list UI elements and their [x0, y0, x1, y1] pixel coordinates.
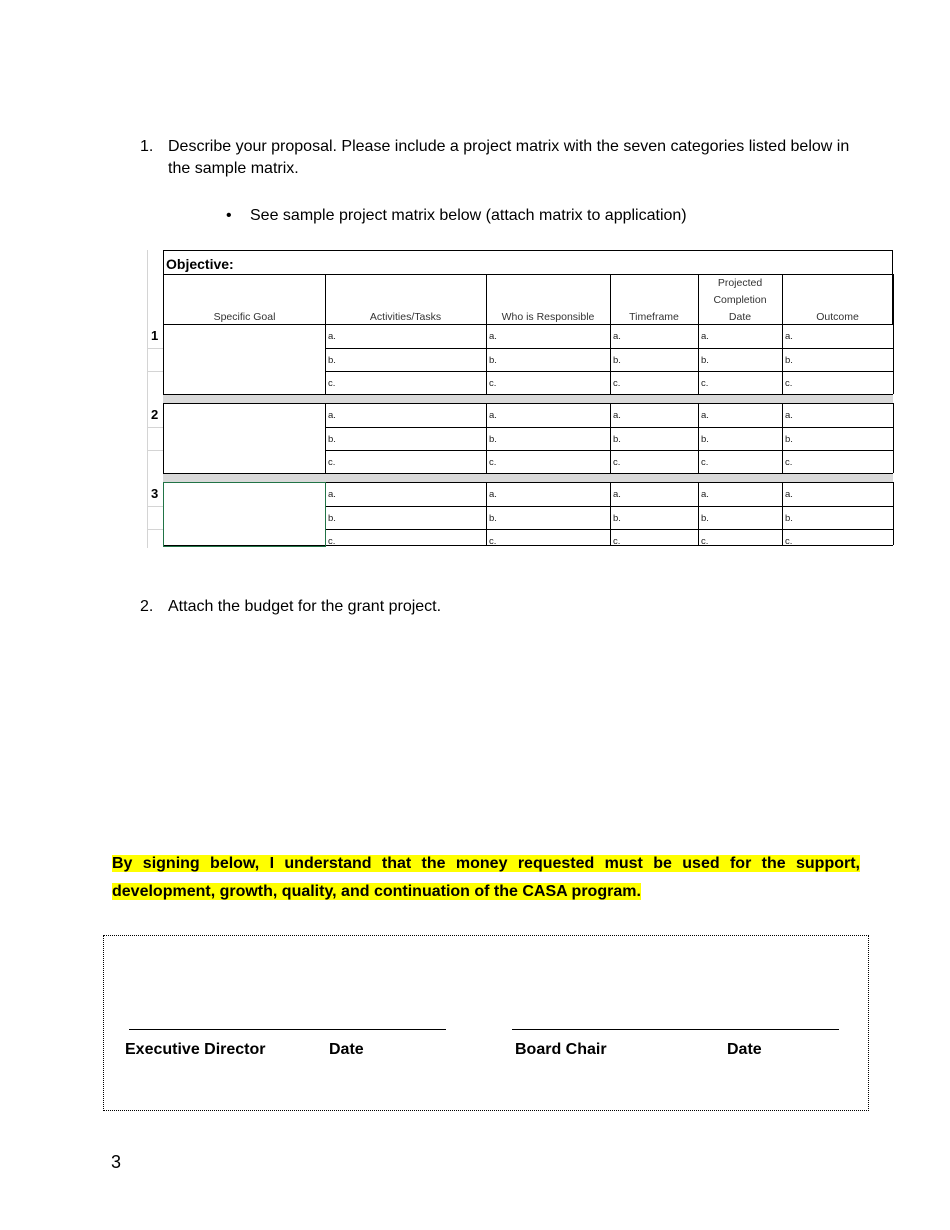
- date-label-left: Date: [329, 1041, 364, 1058]
- matrix-sub-label: b.: [613, 434, 621, 445]
- matrix-left-border-top: [163, 250, 164, 274]
- col-line: [782, 482, 783, 545]
- header-col-line: [782, 274, 783, 324]
- col-line: [893, 403, 894, 473]
- matrix-sub-label: b.: [489, 513, 497, 524]
- matrix-sub-label: a.: [613, 489, 621, 500]
- matrix-sub-label: a.: [785, 410, 793, 421]
- col-line: [893, 324, 894, 394]
- matrix-sub-label: a.: [701, 331, 709, 342]
- matrix-sub-label: b.: [328, 355, 336, 366]
- signing-notice-text: By signing below, I understand that the money requested must be used for the support, development, growth, quality, and continuation of the CASA program.: [112, 855, 860, 900]
- question-1-text: Describe your proposal. Please include a project matrix with the seven categories listed below in the sample matrix.: [168, 138, 850, 177]
- subrow-line: [325, 529, 893, 530]
- group-top-border: [163, 403, 893, 404]
- matrix-sub-label: b.: [328, 513, 336, 524]
- matrix-sub-label: c.: [328, 536, 336, 547]
- subrow-line: [325, 371, 893, 372]
- matrix-sub-label: c.: [489, 536, 497, 547]
- question-1-number: 1.: [140, 138, 154, 155]
- gutter-line: [147, 427, 163, 428]
- gutter-line: [147, 450, 163, 451]
- question-2-number: 2.: [140, 598, 154, 615]
- matrix-sub-label: c.: [785, 378, 793, 389]
- group-separator: [163, 474, 893, 482]
- matrix-sub-label: b.: [489, 355, 497, 366]
- subrow-line: [325, 450, 893, 451]
- matrix-sub-label: a.: [701, 410, 709, 421]
- header-col-line: [486, 274, 487, 324]
- matrix-sub-label: a.: [785, 489, 793, 500]
- matrix-sub-label: b.: [489, 434, 497, 445]
- matrix-sub-label: b.: [785, 513, 793, 524]
- col-line: [698, 324, 699, 394]
- signature-line-left: [129, 1029, 446, 1030]
- matrix-sub-label: b.: [785, 434, 793, 445]
- matrix-sub-label: a.: [701, 489, 709, 500]
- header-activities: Activities/Tasks: [369, 311, 442, 323]
- header-projected-line3: Date: [728, 311, 752, 323]
- col-line: [698, 403, 699, 473]
- col-line: [610, 324, 611, 394]
- date-label-right: Date: [727, 1041, 762, 1058]
- col-line: [163, 324, 164, 394]
- col-line: [163, 403, 164, 473]
- objective-label: Objective:: [166, 256, 234, 272]
- col-line: [486, 482, 487, 545]
- matrix-sub-label: b.: [701, 434, 709, 445]
- col-line: [325, 324, 326, 394]
- matrix-sub-label: c.: [613, 378, 621, 389]
- matrix-sub-label: a.: [328, 489, 336, 500]
- group-separator: [163, 395, 893, 403]
- row-number: 3: [151, 486, 159, 501]
- header-col-line: [163, 274, 164, 324]
- bullet-icon: •: [226, 207, 232, 224]
- subrow-line: [325, 427, 893, 428]
- matrix-sub-label: c.: [328, 378, 336, 389]
- gutter-line: [147, 348, 163, 349]
- bullet-item: [226, 205, 687, 227]
- col-line: [893, 482, 894, 545]
- matrix-sub-label: c.: [613, 536, 621, 547]
- col-line: [782, 403, 783, 473]
- col-line: [486, 403, 487, 473]
- col-line: [782, 324, 783, 394]
- executive-director-label: Executive Director: [125, 1041, 266, 1058]
- gutter-line: [147, 371, 163, 372]
- row-number: 1: [151, 328, 159, 343]
- objective-row-border: [163, 274, 893, 275]
- matrix-sub-label: a.: [613, 331, 621, 342]
- matrix-sub-label: a.: [613, 410, 621, 421]
- matrix-sub-label: c.: [701, 378, 709, 389]
- bullet-text: See sample project matrix below (attach matrix to application): [250, 207, 687, 224]
- header-who-responsible: Who is Responsible: [501, 311, 595, 323]
- board-chair-label: Board Chair: [515, 1041, 607, 1058]
- matrix-sub-label: a.: [785, 331, 793, 342]
- gutter-line: [147, 506, 163, 507]
- signature-line-right: [512, 1029, 839, 1030]
- col-line: [610, 403, 611, 473]
- header-outcome: Outcome: [816, 311, 859, 323]
- matrix-sub-label: c.: [489, 457, 497, 468]
- signing-notice: [112, 850, 860, 906]
- project-matrix: [147, 250, 893, 548]
- matrix-sub-label: c.: [328, 457, 336, 468]
- matrix-sub-label: b.: [701, 513, 709, 524]
- page-number: 3: [111, 1152, 122, 1172]
- matrix-sub-label: b.: [328, 434, 336, 445]
- col-line: [698, 482, 699, 545]
- matrix-sub-label: c.: [489, 378, 497, 389]
- matrix-sub-label: a.: [328, 331, 336, 342]
- question-2: [140, 596, 441, 618]
- col-line: [610, 482, 611, 545]
- subrow-line: [325, 348, 893, 349]
- matrix-sub-label: a.: [489, 410, 497, 421]
- matrix-sub-label: a.: [328, 410, 336, 421]
- header-projected-line1: Projected: [717, 277, 763, 289]
- matrix-sub-label: a.: [489, 331, 497, 342]
- signature-box: [103, 935, 869, 1111]
- header-specific-goal: Specific Goal: [213, 311, 276, 323]
- matrix-sub-label: a.: [489, 489, 497, 500]
- question-2-text: Attach the budget for the grant project.: [168, 598, 442, 615]
- matrix-sub-label: b.: [613, 355, 621, 366]
- header-col-line: [893, 274, 894, 324]
- matrix-sub-label: c.: [785, 536, 793, 547]
- header-col-line: [698, 274, 699, 324]
- row-number: 2: [151, 407, 159, 422]
- header-bottom-border: [163, 324, 893, 325]
- matrix-sub-label: c.: [785, 457, 793, 468]
- selected-cell-highlight: [163, 482, 326, 547]
- matrix-sub-label: c.: [701, 536, 709, 547]
- header-col-line: [610, 274, 611, 324]
- gutter-left-line: [147, 250, 148, 548]
- subrow-line: [325, 506, 893, 507]
- matrix-top-border: [163, 250, 893, 251]
- header-timeframe: Timeframe: [629, 311, 679, 323]
- matrix-sub-label: c.: [613, 457, 621, 468]
- matrix-sub-label: b.: [701, 355, 709, 366]
- matrix-sub-label: b.: [785, 355, 793, 366]
- matrix-sub-label: c.: [701, 457, 709, 468]
- question-1: [140, 136, 860, 180]
- header-projected-line2: Completion: [713, 294, 767, 306]
- col-line: [486, 324, 487, 394]
- matrix-sub-label: b.: [613, 513, 621, 524]
- col-line: [325, 403, 326, 473]
- header-col-line: [325, 274, 326, 324]
- gutter-line: [147, 529, 163, 530]
